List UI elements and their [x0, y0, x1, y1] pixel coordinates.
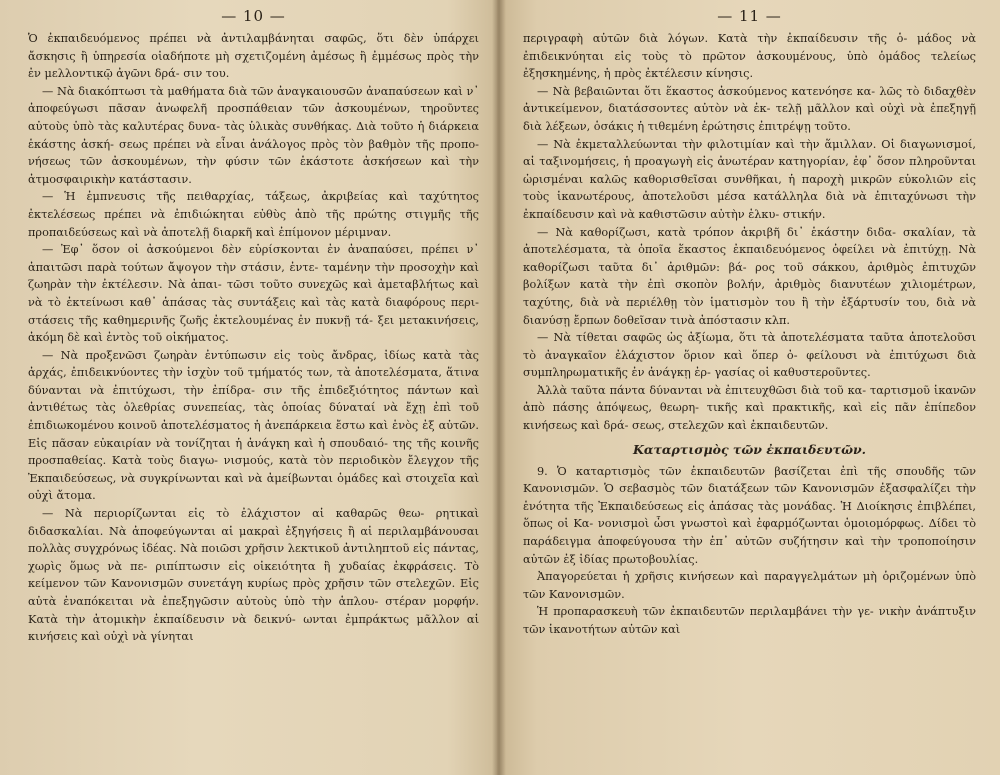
right-page	[497, 0, 1000, 775]
section-heading: Καταρτισμὸς τῶν ἐκπαιδευτῶν.	[632, 441, 867, 457]
paragraph: — Νὰ διακόπτωσι τὰ μαθήματα διὰ τῶν ἀναγκαιουσῶν ἀναπαύσεων καὶ ν᾿ ἀποφεύγωσι πᾶσαν ἀνωφελῆ προσπάθειαν τῶν ἀσκουμένων, τηροῦντες αὐτοὺς ὑπὸ τὰς καλυτέρας δυνα- τὰς ὑλικὰς συνθήκας. Διὰ τοῦτο ἡ διάρκεια ἑκάστης ἀσκή- σεως πρέπει νὰ εἶναι ἀνάλογος πρὸς τὸν βαθμὸν τῆς προπο- νήσεως τῶν ἀσκουμένων, τὴν φύσιν τῶν ἑκάστοτε ἀσκήσεων καὶ τὴν ἀτμοσφαιρικὴν κατάστασιν.	[28, 84, 479, 186]
right-page-body	[523, 30, 976, 639]
paragraph: 9. Ὁ καταρτισμὸς τῶν ἐκπαιδευτῶν βασίζεται ἐπὶ τῆς σπουδῆς τῶν Κανονισμῶν. Ὁ σεβασμὸς τῶν διατάξεων τῶν Κανονισμῶν ἐξασφαλίζει τὴν ἑνότητα τῆς Ἐκπαιδεύσεως εἰς ἁπάσας τὰς μονάδας. Ἡ Διοίκησις ἐπιβλέπει, ὅπως οἱ Κα- νονισμοὶ ὦσι γνωστοὶ καὶ ἐφαρμόζωνται ὁμοιομόρφως. Δίδει τὸ παράδειγμα ἀποφεύγουσα τὴν ἐπ᾿ αὐτῶν συζήτησιν καὶ τὴν τροποποίησιν αὐτῶν ἐξ ἰδίας πρωτοβουλίας.	[523, 464, 976, 566]
paragraph: Ὁ ἐκπαιδευόμενος πρέπει νὰ ἀντιλαμβάνηται σαφῶς, ὅτι δὲν ὑπάρχει ἄσκησις ἢ ὑπηρεσία οἱαδήποτε μὴ σχετιζομένη ἀμέσως ἢ ἐμμέσως πρὸς τὴν ἐν μελλοντικῷ ἀγῶνι δρά- σιν του.	[28, 32, 479, 81]
paragraph: Ἀπαγορεύεται ἡ χρῆσις κινήσεων καὶ παραγγελμάτων μὴ ὁριζομένων ὑπὸ τῶν Κανονισμῶν.	[523, 570, 976, 601]
paragraph: — Νὰ ἐκμεταλλεύωνται τὴν φιλοτιμίαν καὶ τὴν ἅμιλλαν. Οἱ διαγωνισμοί, αἱ ταξινομήσεις, ἡ προαγωγὴ εἰς ἀνωτέραν κατηγορίαν, ἐφ᾿ ὅσον πληροῦνται ὡρισμέναι καλῶς καθορισθεῖσαι συνθῆκαι, ἡ παροχὴ μικρῶν εὐκολιῶν εἰς τοὺς ἱκανωτέρους, ἀποτελοῦσι μέσα κατάλληλα διὰ νὰ ἐπιταχύνωσι τὴν ἐκπαίδευσιν καὶ νὰ καθιστῶσιν αὐτὴν ἑλκυ- στικήν.	[523, 137, 976, 221]
paragraph: — Νὰ τίθεται σαφῶς ὡς ἀξίωμα, ὅτι τὰ ἀποτελέσματα ταῦτα ἀποτελοῦσι τὸ ἀναγκαῖον ἐλάχιστον ὅριον καὶ ὅπερ ὀ- φείλουσι νὰ ἐπιτύχωσι διὰ συμπληρωματικῆς ἐν ἀνάγκῃ ἐρ- γασίας οἱ καθυστεροῦντες.	[523, 331, 976, 380]
paragraph: Ἀλλὰ ταῦτα πάντα δύνανται νὰ ἐπιτευχθῶσι διὰ τοῦ κα- ταρτισμοῦ ἱκανῶν ἀπὸ πάσης ἀπόψεως, θεωρη- τικῆς καὶ πρακτικῆς, καὶ εἰς πᾶν ἐπίπεδον κινήσεως καὶ δρά- σεως, στελεχῶν καὶ ἐκπαιδευτῶν.	[523, 383, 976, 433]
paragraph: — Νὰ προξενῶσι ζωηρὰν ἐντύπωσιν εἰς τοὺς ἄνδρας, ἰδίως κατὰ τὰς ἀρχάς, ἐπιδεικνύοντες τὴν ἰσχὺν τοῦ τμήματός των, τὰ ἀποτελέσματα, ἅτινα δύνανται νὰ ἐπιτύχωσι, τὴν ἐπίδρα- σιν τῆς ἐπιδεξιότητος πάντων καὶ ἀντιθέτως τὰς ὀλεθρίας συνεπείας, τὰς ὁποίας δύναταί νὰ ἔχῃ ἐπὶ τοῦ ἐπιδιωκομένου κοινοῦ ἀποτελέσματος ἡ ἀνεπάρκεια ἔστω καὶ ἑνὸς ἐξ αὐτῶν. Εἰς πᾶσαν εὐκαιρίαν νὰ τονίζηται ἡ ἀνάγκη καὶ ἡ σπουδαιό- της τῆς κοινῆς προσπαθείας. Κατὰ τοὺς διαγω- νισμούς, κατὰ τὸν περιοδικὸν ἔλεγχον τῆς Ἐκπαιδεύσεως, νὰ συγκρίνωνται καὶ νὰ ἀμείβωνται ὁμάδες καὶ στοιχεῖα καὶ οὐχὶ ἄτομα.	[28, 348, 479, 503]
paragraph: — Ἡ ἐμπνευσις τῆς πειθαρχίας, τάξεως, ἀκριβείας καὶ ταχύτητος ἐκτελέσεως πρέπει νὰ ἐπιδιώκηται εὐθὺς ἀπὸ τῆς πρώτης στιγμῆς τῆς προπαιδεύσεως καὶ νὰ ἀποτελῇ διαρκῆ καὶ ἐπίμονον μέριμναν.	[28, 190, 479, 239]
paragraph: — Νὰ βεβαιῶνται ὅτι ἕκαστος ἀσκούμενος κατενόησε κα- λῶς τὸ διδαχθὲν ἀντικείμενον, διατάσσοντες αὐτὸν νὰ ἐκ- τελῇ μᾶλλον καὶ οὐχὶ νὰ ἐπεξηγῇ διὰ λέξεων, ὁσάκις ἡ τιθεμένη ἐρώτησις ἐπιτρέψῃ τοῦτο.	[523, 84, 976, 133]
paragraph: — Ἐφ᾿ ὅσον οἱ ἀσκούμενοι δὲν εὑρίσκονται ἐν ἀναπαύσει, πρέπει ν᾿ ἀπαιτῶσι παρὰ τούτων ἄψογον τὴν στάσιν, ἐντε- ταμένην τὴν προσοχὴν καὶ ζωηρὰν τὴν ἐκτέλεσιν. Νὰ ἀπαι- τῶσι τοῦτο συνεχῶς καὶ ἀμεταβλήτως καὶ νὰ τὸ ἐκτείνωσι καθ᾿ ἁπάσας τὰς συντάξεις καὶ τὰς κατὰ διαφόρους περι- στάσεις τῆς καθημερινῆς ζωῆς ἐκτελουμένας ἐν πυκνῇ τά- ξει μετακινήσεις, ἀκόμη δὲ καὶ ἐντὸς τοῦ οἰκήματος.	[28, 243, 479, 345]
paragraph: — Νὰ περιορίζωνται εἰς τὸ ἐλάχιστον αἱ καθαρῶς θεω- ρητικαὶ διδασκαλίαι. Νὰ ἀποφεύγωνται αἱ μακραὶ ἐξηγήσεις ἢ αἱ περιλαμβάνουσαι πολλὰς συγχρόνως ἰδέας. Νὰ ποιῶσι χρῆσιν λεκτικοῦ ἀντιληπτοῦ εἰς πάντας, χωρὶς ὅμως νὰ πε- ριπίπτωσιν εἰς οἰκειότητα ἢ χυδαίας ἐκφράσεις. Τὸ κείμενον τῶν Κανονισμῶν συνετάγη κυρίως πρὸς χρῆσιν τῶν στελεχῶν. Εἰς αὐτὰ ἐναπόκειται νὰ ἐπεξηγῶσιν αὐτοὺς ὑπὸ τὴν ἁπλου- στέραν μορφήν. Κατὰ τὴν ἀτομικὴν ἐκπαίδευσιν νὰ δεικνύ- ωνται ἐμπράκτως μᾶλλον αἱ κινήσεις καὶ οὐχὶ νὰ γίνηται	[28, 507, 479, 644]
paragraph: περιγραφὴ αὐτῶν διὰ λόγων. Κατὰ τὴν ἐκπαίδευσιν τῆς ὁ- μάδος νὰ ἐπιδεικνύηται εἰς τοὺς τὸ πρῶτον ἀσκουμένους, ὑπὸ ὁμάδος τελείως ἐξησκημένης, ἡ πρὸς ἐκτέλεσιν κίνησις.	[523, 32, 976, 81]
paragraph: Ἡ προπαρασκευὴ τῶν ἐκπαιδευτῶν περιλαμβάνει τὴν γε- νικὴν ἀνάπτυξιν τῶν ἱκανοτήτων αὐτῶν καὶ	[523, 605, 976, 636]
left-page	[0, 0, 497, 775]
page-number: — 10 —	[221, 7, 286, 25]
left-page-body	[28, 30, 479, 646]
page-number: — 11 —	[717, 7, 782, 25]
paragraph: — Νὰ καθορίζωσι, κατὰ τρόπον ἀκριβῆ δι᾿ ἑκάστην διδα- σκαλίαν, τὰ ἀποτελέσματα, τὰ ὁποῖα ἕκαστος ἐκπαιδευόμενος ὀφείλει νὰ ἐπιτύχῃ. Νὰ καθορίζωσι ταῦτα δι᾿ ἀριθμῶν: βά- ρος τοῦ σάκκου, ἀριθμὸς ἐπιτυχῶν βολίξων κατὰ τὴν ἐπὶ σκοπὸν βολήν, ἀριθμὸς διανυτέων χιλιομέτρων, ταχύτης, διὰ νὰ περιέλθῃ τὸν ἱματισμὸν του ἢ τὴν ἐξάρτυσίν του, διὰ νὰ διανύσῃ ἔρπων δοθεῖσαν τινὰ ἀπόστασιν κλπ.	[523, 225, 976, 327]
